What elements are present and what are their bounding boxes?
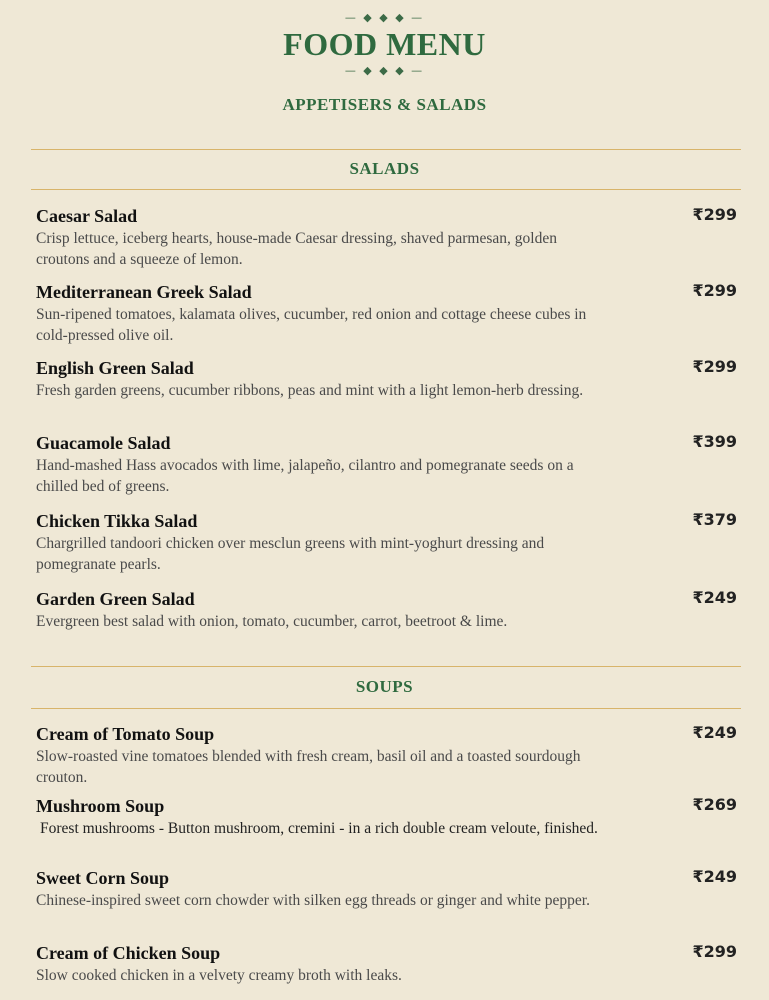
item-description: Chargrilled tandoori chicken over mesclun greens with mint-yoghurt dressing and pomegranate pearls. (36, 535, 545, 573)
menu-item-chicken-tikka-salad (36, 510, 741, 575)
menu-item-english-green-salad (36, 357, 741, 401)
item-name: Caesar Salad (36, 206, 138, 226)
menu-item-cream-of-tomato-soup (36, 723, 741, 788)
menu-item-garden-green-salad (36, 588, 741, 632)
item-name: English Green Salad (36, 358, 194, 378)
item-price: ₹399 (692, 432, 737, 451)
item-price: ₹299 (692, 205, 737, 224)
item-description: Forest mushrooms - Button mushroom, cremini - in a rich double cream veloute, finished. (40, 820, 598, 837)
section-heading-salads: SALADS (349, 159, 420, 178)
menu-item-mushroom-soup (36, 795, 741, 839)
item-price: ₹249 (692, 588, 737, 607)
menu-item-sweet-corn-soup (36, 867, 741, 911)
item-name: Mediterranean Greek Salad (36, 282, 252, 302)
item-name: Cream of Tomato Soup (36, 724, 215, 744)
item-name: Mushroom Soup (36, 796, 165, 816)
item-price: ₹269 (692, 795, 737, 814)
menu-item-cream-of-chicken-soup (36, 942, 741, 986)
item-name: Chicken Tikka Salad (36, 511, 198, 531)
divider (31, 149, 741, 150)
top-ornament: — ◆ ◆ ◆ — (344, 11, 425, 24)
item-name: Cream of Chicken Soup (36, 943, 221, 963)
menu-item-caesar-salad (36, 205, 741, 270)
divider (31, 708, 741, 709)
page-subtitle: APPETISERS & SALADS (282, 95, 487, 114)
item-description: Slow-roasted vine tomatoes blended with fresh cream, basil oil and a toasted sourdough crouton. (36, 748, 581, 786)
item-description: Chinese-inspired sweet corn chowder with silken egg threads or ginger and white pepper. (36, 892, 590, 909)
item-name: Guacamole Salad (36, 433, 171, 453)
item-description: Fresh garden greens, cucumber ribbons, peas and mint with a light lemon-herb dressing. (36, 382, 584, 399)
item-price: ₹299 (692, 357, 737, 376)
item-price: ₹379 (692, 510, 737, 529)
item-price: ₹299 (692, 281, 737, 300)
divider (31, 189, 741, 190)
item-price: ₹249 (692, 867, 737, 886)
divider (31, 666, 741, 667)
menu-item-greek-salad (36, 281, 741, 346)
item-price: ₹299 (692, 942, 737, 961)
item-description: Crisp lettuce, iceberg hearts, house-made Caesar dressing, shaved parmesan, golden croutons and a squeeze of lemon. (36, 230, 557, 268)
item-name: Sweet Corn Soup (36, 868, 170, 888)
section-heading-soups: SOUPS (355, 677, 414, 696)
item-price: ₹249 (692, 723, 737, 742)
bottom-ornament: — ◆ ◆ ◆ — (344, 64, 425, 77)
item-description: Slow cooked chicken in a velvety creamy broth with leaks. (36, 967, 402, 984)
item-description: Evergreen best salad with onion, tomato, cucumber, carrot, beetroot & lime. (36, 613, 508, 630)
item-description: Hand-mashed Hass avocados with lime, jalapeño, cilantro and pomegranate seeds on a chilled bed of greens. (36, 457, 574, 495)
item-name: Garden Green Salad (36, 589, 195, 609)
page-title: FOOD MENU (283, 26, 486, 62)
menu-item-guacamole-salad (36, 432, 741, 497)
item-description: Sun-ripened tomatoes, kalamata olives, cucumber, red onion and cottage cheese cubes in cold-pressed olive oil. (36, 306, 587, 344)
